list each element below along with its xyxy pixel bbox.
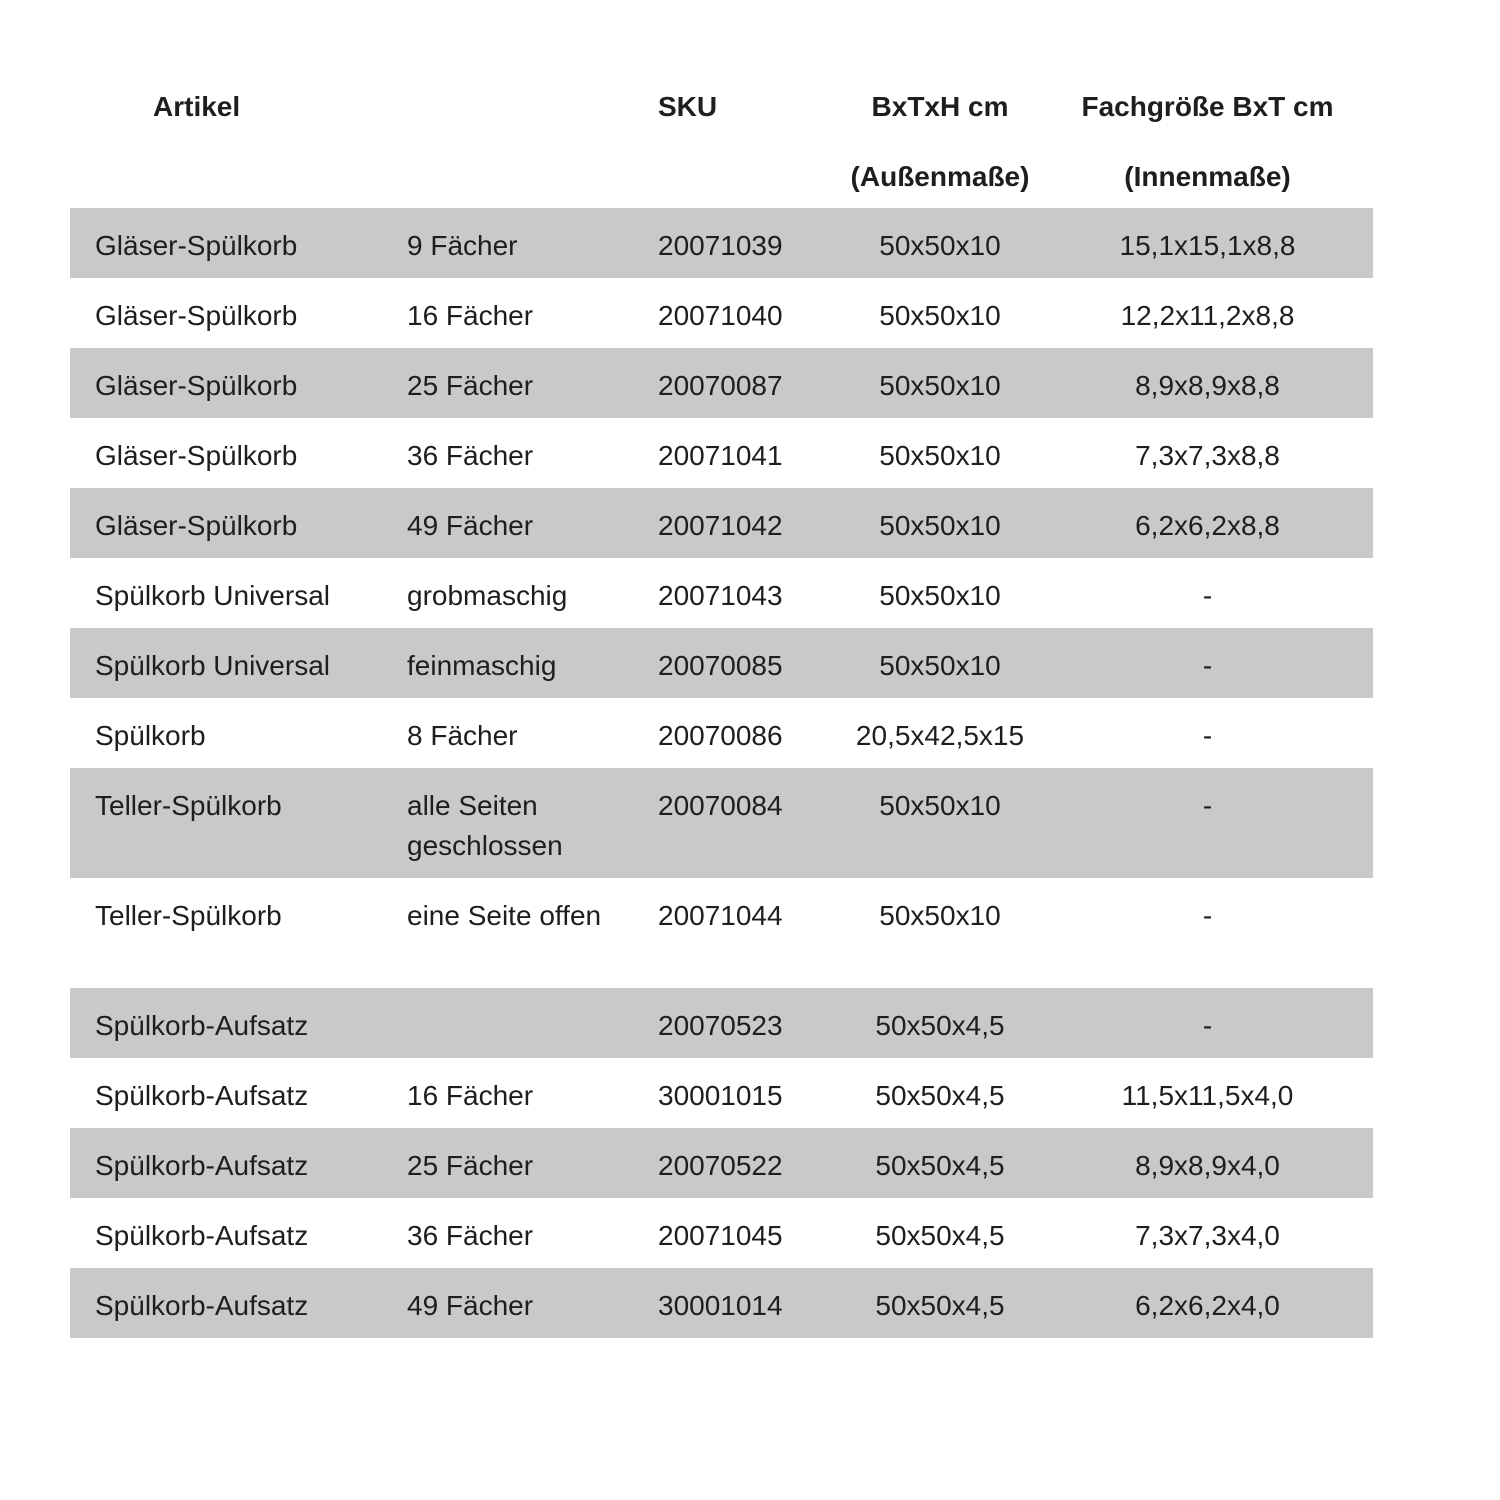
cell-sku: 20070523 <box>658 1010 783 1041</box>
cell-compartment-size: - <box>1202 580 1213 611</box>
header-compartment-size: Fachgröße BxT cm <box>1081 91 1334 122</box>
cell-dimensions: 20,5x42,5x15 <box>855 720 1025 751</box>
cell-variant: 16 Fächer <box>407 300 534 331</box>
cell-variant: 25 Fächer <box>407 370 534 401</box>
cell-sku: 20071044 <box>658 900 783 931</box>
cell-dimensions: 50x50x10 <box>879 510 1001 541</box>
cell-variant: 49 Fächer <box>407 1290 534 1321</box>
cell-article: Spülkorb-Aufsatz <box>95 1080 309 1111</box>
cell-dimensions: 50x50x4,5 <box>875 1080 1005 1111</box>
cell-article: Teller-Spülkorb <box>95 790 282 821</box>
table-row <box>70 1058 1373 1128</box>
cell-variant: 16 Fächer <box>407 1080 534 1111</box>
cell-compartment-size: 12,2x11,2x8,8 <box>1120 300 1295 331</box>
cell-variant: feinmaschig <box>407 650 557 681</box>
table-row <box>70 558 1373 628</box>
table-row <box>70 698 1373 768</box>
cell-dimensions: 50x50x10 <box>879 650 1001 681</box>
cell-dimensions: 50x50x10 <box>879 580 1001 611</box>
cell-sku: 20071040 <box>658 300 783 331</box>
cell-compartment-size: 7,3x7,3x8,8 <box>1135 440 1280 471</box>
cell-article: Spülkorb-Aufsatz <box>95 1220 309 1251</box>
header-artikel: Artikel <box>153 91 241 122</box>
cell-sku: 20070087 <box>658 370 783 401</box>
cell-article: Gläser-Spülkorb <box>95 370 298 401</box>
cell-compartment-size: 15,1x15,1x8,8 <box>1119 230 1296 261</box>
table-row <box>70 768 1373 878</box>
cell-sku: 30001015 <box>658 1080 783 1111</box>
table-row <box>70 418 1373 488</box>
cell-article: Spülkorb Universal <box>95 580 330 611</box>
table-row <box>70 348 1373 418</box>
cell-sku: 30001014 <box>658 1290 783 1321</box>
cell-article: Spülkorb Universal <box>95 650 330 681</box>
cell-dimensions: 50x50x4,5 <box>875 1220 1005 1251</box>
cell-dimensions: 50x50x10 <box>879 300 1001 331</box>
cell-compartment-size: 6,2x6,2x8,8 <box>1135 510 1280 541</box>
cell-sku: 20071045 <box>658 1220 783 1251</box>
table-row <box>70 208 1373 278</box>
cell-dimensions: 50x50x10 <box>879 790 1001 821</box>
table-row <box>70 1128 1373 1198</box>
cell-article: Spülkorb-Aufsatz <box>95 1150 309 1181</box>
cell-dimensions: 50x50x4,5 <box>875 1290 1005 1321</box>
cell-variant: eine Seite offen <box>407 900 602 931</box>
cell-sku: 20070084 <box>658 790 783 821</box>
cell-article: Teller-Spülkorb <box>95 900 282 931</box>
table-row <box>70 628 1373 698</box>
table-row <box>70 1198 1373 1268</box>
table-row <box>70 278 1373 348</box>
table-row <box>70 488 1373 558</box>
cell-dimensions: 50x50x10 <box>879 900 1001 931</box>
cell-compartment-size: 6,2x6,2x4,0 <box>1135 1290 1280 1321</box>
cell-article: Gläser-Spülkorb <box>95 440 298 471</box>
cell-dimensions: 50x50x4,5 <box>875 1010 1005 1041</box>
cell-sku: 20070085 <box>658 650 783 681</box>
cell-variant: 9 Fächer <box>407 230 518 261</box>
cell-compartment-size: - <box>1202 790 1213 821</box>
cell-compartment-size: 8,9x8,9x4,0 <box>1135 1150 1280 1181</box>
cell-sku: 20071041 <box>658 440 783 471</box>
cell-article: Gläser-Spülkorb <box>95 510 298 541</box>
table-row <box>70 878 1373 988</box>
cell-variant: 36 Fächer <box>407 1220 534 1251</box>
header-dimensions-note: (Außenmaße) <box>850 161 1030 192</box>
cell-compartment-size: - <box>1202 650 1213 681</box>
cell-variant: grobmaschig <box>407 580 568 611</box>
cell-variant: 8 Fächer <box>407 720 518 751</box>
cell-dimensions: 50x50x10 <box>879 230 1001 261</box>
cell-article: Spülkorb-Aufsatz <box>95 1010 309 1041</box>
cell-sku: 20071043 <box>658 580 783 611</box>
cell-compartment-size: 7,3x7,3x4,0 <box>1135 1220 1280 1251</box>
cell-variant: alle Seiten geschlossen <box>407 790 563 861</box>
cell-article: Gläser-Spülkorb <box>95 230 298 261</box>
table-header <box>70 72 1373 208</box>
cell-variant: 36 Fächer <box>407 440 534 471</box>
cell-compartment-size: 8,9x8,9x8,8 <box>1135 370 1280 401</box>
cell-article: Spülkorb <box>95 720 206 751</box>
cell-sku: 20070086 <box>658 720 783 751</box>
cell-variant: 49 Fächer <box>407 510 534 541</box>
cell-sku: 20070522 <box>658 1150 783 1181</box>
header-dimensions: BxTxH cm <box>871 91 1009 122</box>
product-table <box>70 208 1373 1338</box>
cell-variant: 25 Fächer <box>407 1150 534 1181</box>
header-compartment-size-note: (Innenmaße) <box>1124 161 1291 192</box>
cell-compartment-size: - <box>1202 900 1213 931</box>
cell-compartment-size: 11,5x11,5x4,0 <box>1121 1080 1294 1111</box>
cell-article: Gläser-Spülkorb <box>95 300 298 331</box>
cell-compartment-size: - <box>1202 720 1213 751</box>
table-row <box>70 988 1373 1058</box>
cell-dimensions: 50x50x4,5 <box>875 1150 1005 1181</box>
table-row <box>70 1268 1373 1338</box>
cell-dimensions: 50x50x10 <box>879 370 1001 401</box>
cell-dimensions: 50x50x10 <box>879 440 1001 471</box>
header-sku: SKU <box>658 91 718 122</box>
cell-sku: 20071042 <box>658 510 783 541</box>
cell-compartment-size: - <box>1202 1010 1213 1041</box>
cell-sku: 20071039 <box>658 230 783 261</box>
cell-article: Spülkorb-Aufsatz <box>95 1290 309 1321</box>
